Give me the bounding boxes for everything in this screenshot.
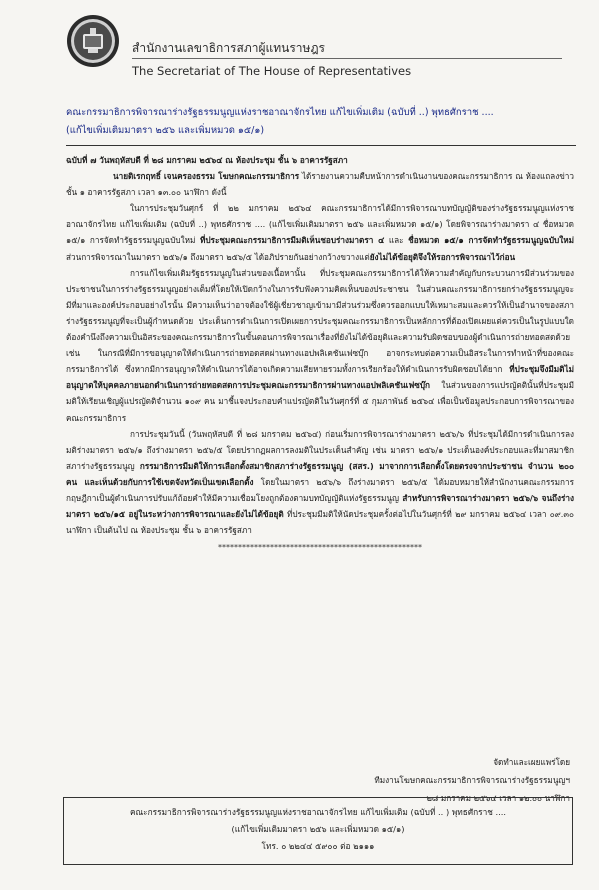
footer-line-1: คณะกรรมาธิการพิจารณาร่างรัฐธรรมนูญแห่งราชอาณาจักรไทย แก้ไขเพิ่มเติม (ฉบับที่ .. ) พุทธศักราช .... (129, 807, 507, 817)
parliament-seal-icon (66, 14, 120, 68)
para3-text-e: ที่ประชุมมีมติให้นัดประชุมครั้งต่อไปในวันศุกร์ที่ ๒๙ มกราคม ๒๕๖๔ เวลา ๐๙.๓๐ นาฬิกา เป็นต้นไป ณ ห้องประชุม ชั้น ๖ อาคารรัฐสภา (66, 509, 574, 536)
paragraph-2 (66, 265, 574, 426)
title-line-2: (แก้ไขเพิ่มเติมมาตรา ๒๕๖ และเพิ่มหมวด ๑๕/๑) (66, 125, 265, 136)
letterhead (66, 14, 586, 84)
org-name-thai: สำนักงานเลขาธิการสภาผู้แทนราษฎร (132, 41, 325, 55)
org-name-english: The Secretariat of The House of Representatives (132, 64, 412, 78)
title-divider (66, 145, 576, 146)
para1-resolution-b: ชื่อหมวด ๑๕/๑ การจัดทำรัฐธรรมนูญฉบับใหม่ (408, 235, 575, 246)
paragraph-intro (66, 168, 574, 200)
para3-pending-note: สำหรับการพิจารณาร่างมาตรา ๒๕๖/๖ จนถึงร่างมาตรา ๒๕๖/๑๕ อยู่ในระหว่างการพิจารณาและยังไม่ได้ข้อยุติ (66, 492, 574, 520)
para1-pending-note: ยังไม่ได้ข้อยุติจึงให้รอการพิจารณาไว้ก่อน (369, 251, 516, 262)
section-separator: *************************************************** (218, 543, 422, 553)
footer-line-2: (แก้ไขเพิ่มเติมมาตรา ๒๕๖ และเพิ่มหมวด ๑๕/๑) (231, 824, 405, 834)
signoff-line-2: ทีมงานโฆษกคณะกรรมาธิการพิจารณาร่างรัฐธรรมนูญฯ (374, 775, 570, 785)
footer-box (63, 797, 573, 865)
signoff-line-1: จัดทำและเผยแพร่โดย (493, 757, 570, 767)
para3-resolution: กรรมาธิการมีมติให้การเลือกตั้งสมาชิกสภาร่างรัฐธรรมนูญ (สสร.) มาจากการเลือกตั้งโดยตรงจากประชาชน จำนวน ๒๐๐ คน และเห็นด้วยกับการใช้เขตจังหวัดเป็นเขตเลือกตั้ง (66, 460, 574, 487)
para1-text-c: และ (384, 235, 409, 246)
para2-text-a: การแก้ไขเพิ่มเติมรัฐธรรมนูญในส่วนของเนื้อหานั้น ที่ประชุมคณะกรรมาธิการได้ให้ความสำคัญกับกระบวนการมีส่วนร่วมของประชาชนในการร่างรัฐธรรมนูญอย่างเต็มที่โดยให้เปิดกว้างในการรับฟังความคิดเห็นของประชาชน ในส่วนคณะกรรมาธิการยกร่างรัฐธรรมนูญจะมีที่มาและองค์ประกอบอย่างไรนั้น มีความเห็นว่าอาจต้องใช้ผู้เชี่ยวชาญเข้ามามีส่วนร่วมซึ่งควรออกแบบให้เหมาะสมและควรให้เป็นอำนาจของสภาร่างรัฐธรรมนูญที่จะเป็นผู้กำหนดด้วย ประเด็นการดำเนินการเปิดเผยการประชุมคณะกรรมาธิการเป็นหลักการที่ต้องเปิดเผยแต่ควรเป็นในรูปแบบใดต้องคำนึงถึงความเป็นอิสระของคณะกรรมาธิการในขั้นตอนการพิจารณาเรื่องที่ยังไม่ได้ข้อยุติและความรับผิดชอบของผู้ดำเนินการถ่ายทอดสดด้วย เช่น ในกรณีที่มีการขอนุญาตให้ดำเนินการถ่ายทอดสดผ่านทางแอปพลิเคชันเฟซบุ๊ก อาจกระทบต่อความเป็นอิสระในการทำหน้าที่ของคณะกรรมาธิการได้ ซึ่งหากมีการอนุญาตให้ดำเนินการได้อาจเกิดความเสียหายรวมทั้งการเรียกร้องให้ดำเนินการรับผิดชอบได้ยาก (66, 267, 574, 375)
spokesperson-name: นายดิเรกฤทธิ์ เจนครองธรรม โฆษกคณะกรรมาธิการ (113, 171, 300, 182)
session-heading: ฉบับที่ ๗ วันพฤหัสบดี ที่ ๒๘ มกราคม ๒๕๖๔ ณ ห้องประชุม ชั้น ๖ อาคารรัฐสภา (66, 155, 348, 165)
para2-resolution: ที่ประชุมจึงมีมติไม่อนุญาตให้บุคคลภายนอกดำเนินการถ่ายทอดสดการประชุมคณะกรรมาธิการผ่านทางแอปพลิเคชันเฟซบุ๊ก (66, 364, 574, 391)
paragraph-1 (66, 200, 574, 264)
paragraph-3 (66, 426, 574, 539)
para2-text-c: ในส่วนของการแปรญัตตินั้นที่ประชุมมีมติให้เรียนเชิญผู้แปรญัตติจำนวน ๑๐๙ คน มาชี้แจงประกอบคำแปรญัตติในวันศุกร์ที่ ๕ กุมภาพันธ์ ๒๕๖๔ เพื่อเป็นข้อมูลประกอบการพิจารณาของคณะกรรมาธิการ (66, 380, 574, 423)
para3-text-a: การประชุมวันนี้ (วันพฤหัสบดี ที่ ๒๘ มกราคม ๒๕๖๔) ก่อนเริ่มการพิจารณาร่างมาตรา ๒๕๖/๖ ที่ประชุมได้มีการดำเนินการลงมติร่างมาตรา ๒๕๖/๑ ถึงร่างมาตรา ๒๕๖/๕ โดยปรากฏผลการลงมติในประเด็นสำคัญ เช่น มาตรา ๒๕๖/๑ ประเด็นองค์ประกอบและที่มาสมาชิกสภาร่างรัฐธรรมนูญ (66, 428, 574, 471)
letterhead-divider (132, 58, 562, 59)
para1-text-e: ส่วนการพิจารณาในมาตรา ๒๕๖/๑ ถึงมาตรา ๒๕๖/๕ ได้อภิปรายกันอย่างกว้างขวางแต่ (66, 251, 370, 262)
intro-text: ได้รายงานความคืบหน้าการดำเนินงานของคณะกรรมาธิการ ณ ห้องแถลงข่าว ชั้น ๑ อาคารรัฐสภา เวลา ๑๓.๐๐ นาฬิกา ดังนี้ (66, 171, 574, 198)
document-title (66, 104, 566, 140)
para1-resolution-a: ที่ประชุมคณะกรรมาธิการมีมติเห็นชอบร่างมาตรา ๔ (199, 235, 385, 246)
press-release-body (66, 152, 574, 556)
para3-text-c: โดยในมาตรา ๒๕๖/๖ ถึงร่างมาตรา ๒๕๖/๕ ได้มอบหมายให้สำนักงานคณะกรรมการกฤษฎีกาเป็นผู้ดำเนินการปรับแก้ถ้อยคำให้มีความเชื่อมโยงถูกต้องตามบทบัญญัติแห่งรัฐธรรมนูญ (66, 476, 574, 503)
footer-phone: โทร. ๐ ๒๒๔๔ ๕๙๐๐ ต่อ ๒๑๑๑ (261, 841, 375, 851)
title-line-1: คณะกรรมาธิการพิจารณาร่างรัฐธรรมนูญแห่งราชอาณาจักรไทย แก้ไขเพิ่มเติม (ฉบับที่ ..) พุทธศักราช .... (66, 107, 494, 118)
signoff-date: ๒๘ มกราคม ๒๕๖๔ เวลา ๑๒.๐๐ นาฬิกา (426, 793, 570, 803)
para1-text-a: ในการประชุมวันศุกร์ ที่ ๒๒ มกราคม ๒๕๖๔ คณะกรรมาธิการได้มีการพิจารณาบทบัญญัติของร่างรัฐธรรมนูญแห่งราชอาณาจักรไทย แก้ไขเพิ่มเติม (ฉบับที่ ..) พุทธศักราช .... (แก้ไขเพิ่มเติมมาตรา ๒๕๖ และเพิ่มหมวด ๑๕/๑) โดยพิจารณาร่างมาตรา ๔ ชื่อหมวด ๑๕/๑ การจัดทำรัฐธรรมนูญฉบับใหม่ (66, 203, 574, 246)
